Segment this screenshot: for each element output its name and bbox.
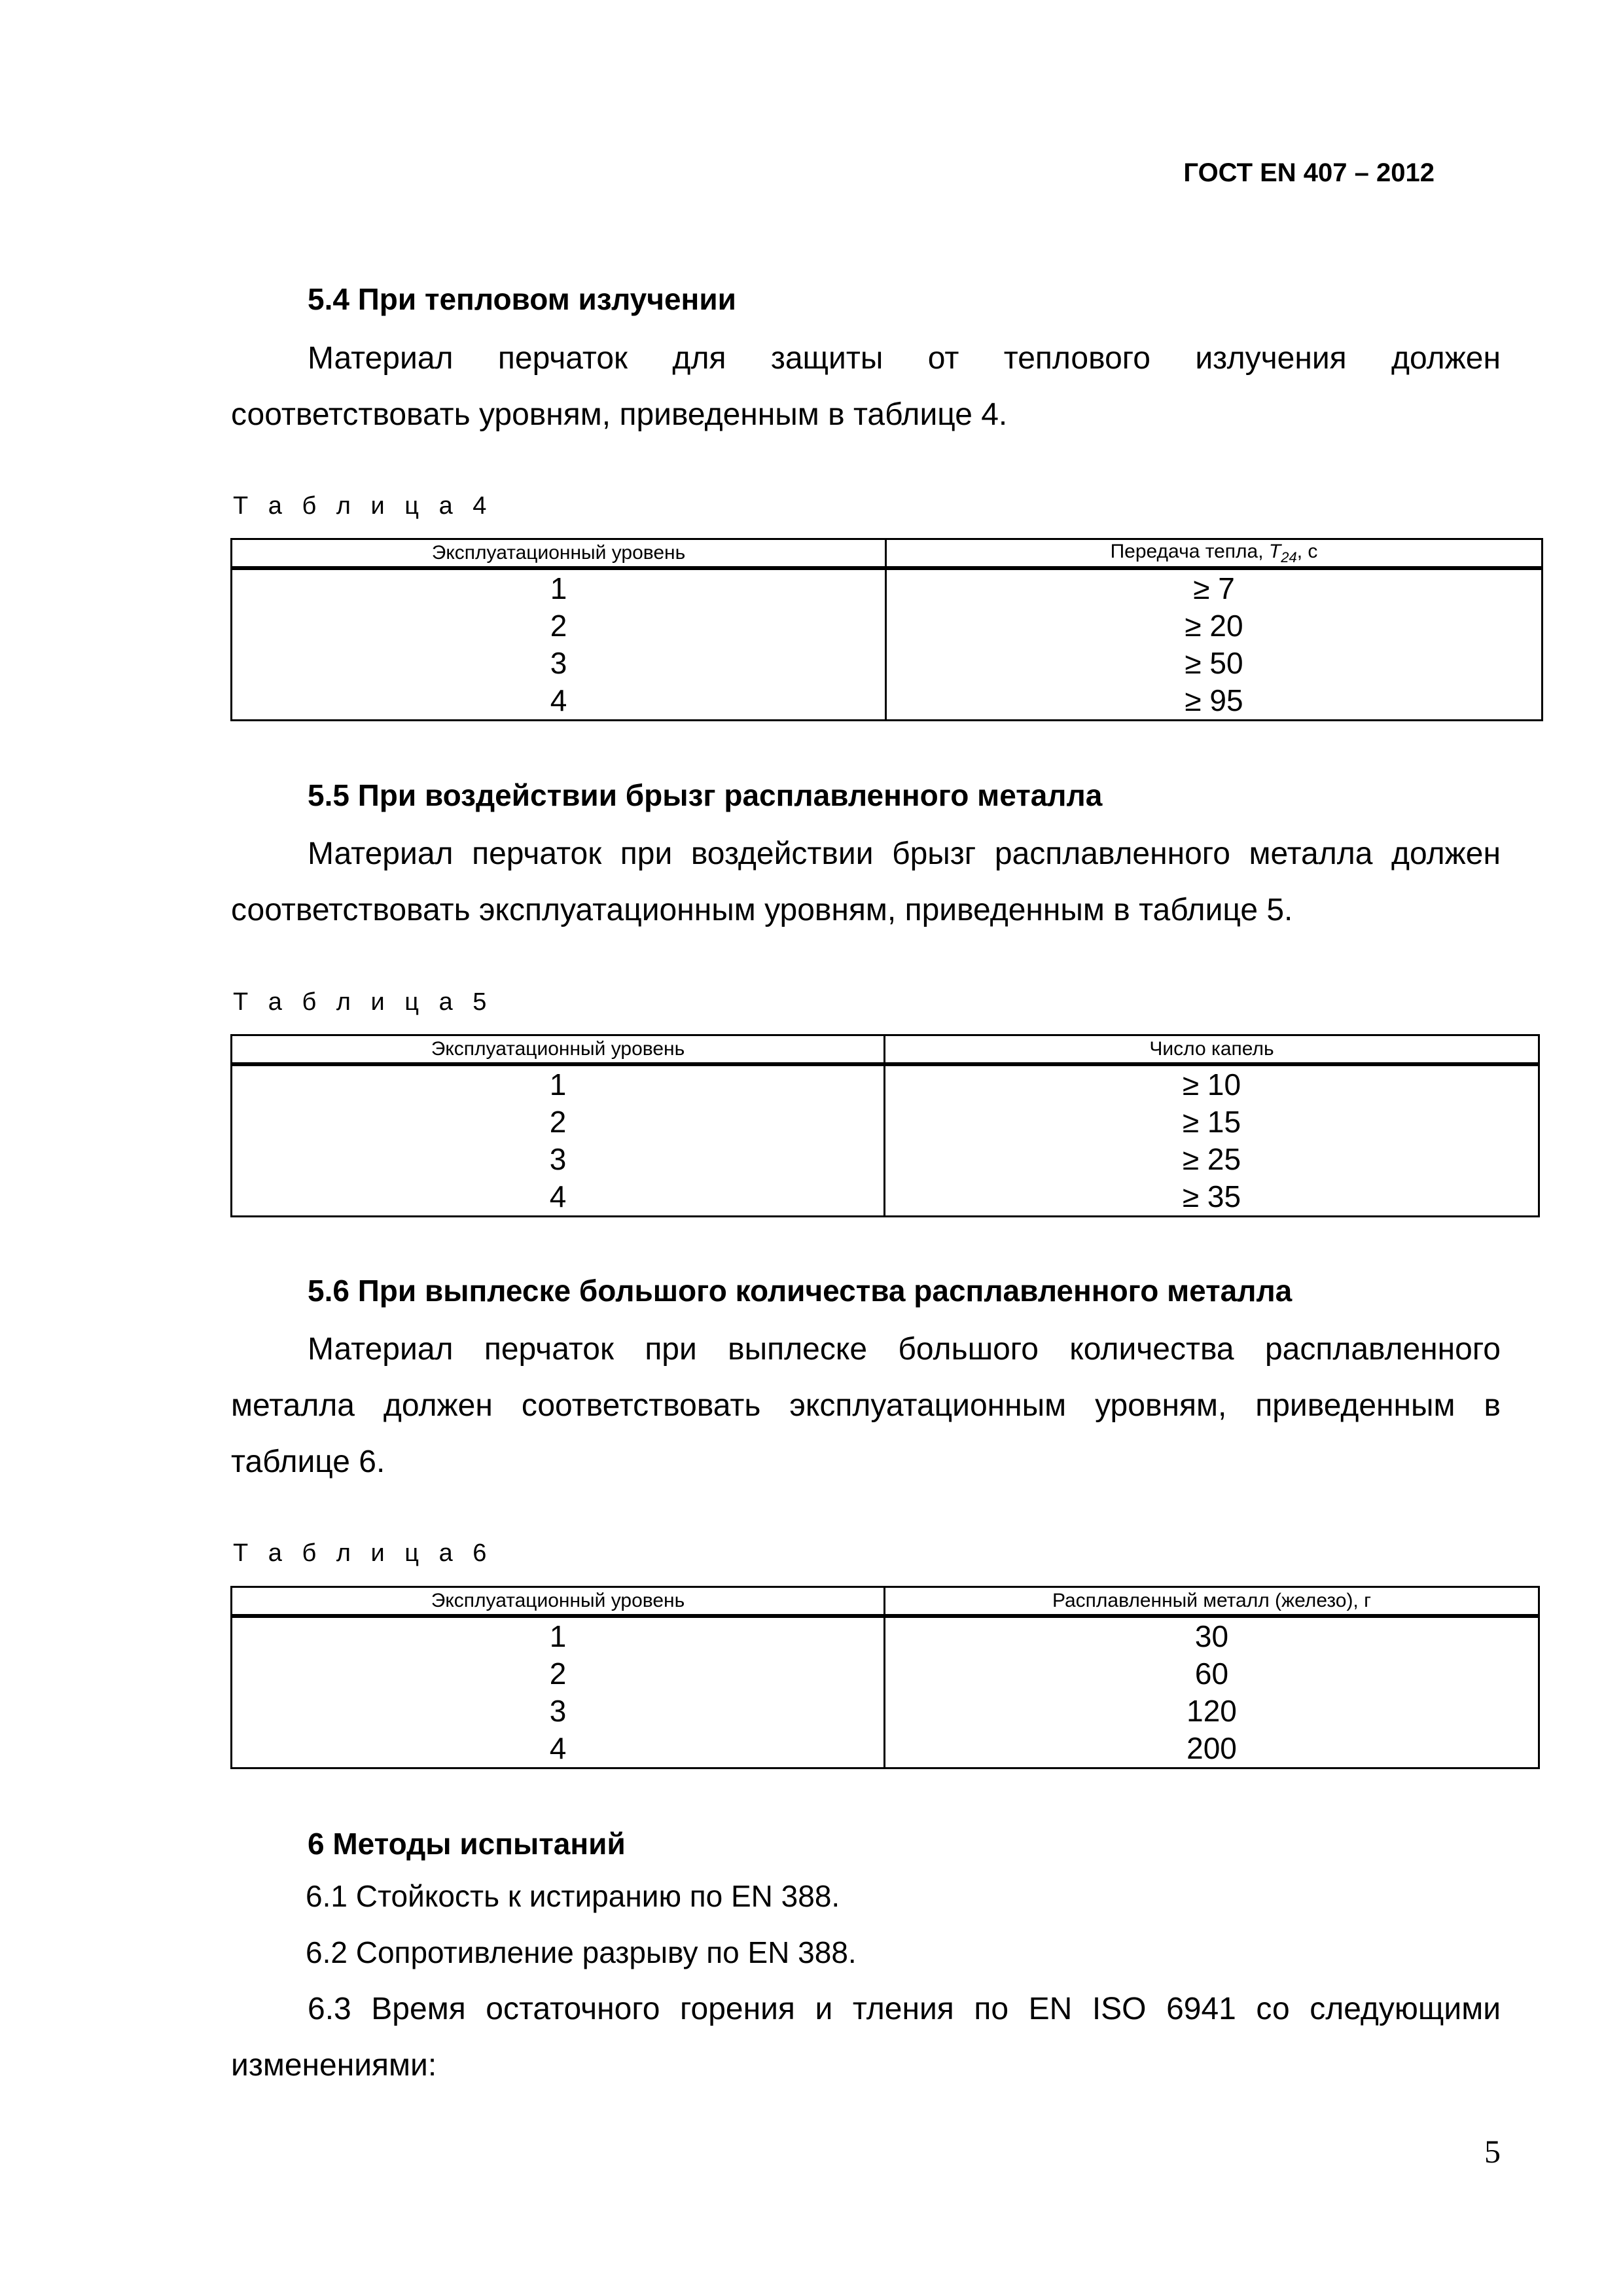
table-header-row [232,539,1543,569]
item-6-3-paragraph [231,1981,1501,2094]
table-row [232,1103,1539,1141]
level-cell: 4 [232,1178,885,1217]
table-5-caption: Т а б л и ц а 5 [233,988,493,1016]
table-4-caption: Т а б л и ц а 4 [233,492,493,520]
section-5-6-heading: 5.6 При выплеске большого количества расплавленного металла [308,1274,1293,1308]
level-cell: 3 [232,1693,885,1730]
col-header-text: Передача тепла, [1110,540,1269,562]
table-row [232,1655,1539,1693]
table-6 [230,1586,1540,1769]
level-cell: 1 [232,1064,885,1103]
table-row [232,645,1543,682]
section-5-6-paragraph [231,1321,1501,1490]
paragraph-line: Материал перчаток при воздействии брызг расплавленного металла должен [308,836,1501,871]
value-cell: ≥ 25 [885,1141,1539,1178]
level-cell: 2 [232,1103,885,1141]
value-cell: ≥ 15 [885,1103,1539,1141]
col-header-subscript: 24 [1281,548,1297,565]
table-row [232,607,1543,645]
table-6-caption: Т а б л и ц а 6 [233,1539,493,1567]
value-cell: ≥ 20 [886,607,1543,645]
value-cell: 60 [885,1655,1539,1693]
table-row [232,568,1543,607]
level-cell: 1 [232,568,886,607]
section-5-4-heading: 5.4 При тепловом излучении [308,282,736,316]
col-header-unit: , с [1296,540,1318,562]
table-row [232,1693,1539,1730]
level-cell: 3 [232,1141,885,1178]
table-4 [230,538,1543,721]
section-6-heading: 6 Методы испытаний [308,1827,626,1861]
level-cell: 4 [232,682,886,721]
section-5-4-paragraph [231,331,1501,443]
value-cell: ≥ 7 [886,568,1543,607]
table-row [232,1616,1539,1655]
item-6-1: 6.1 Стойкость к истиранию по EN 388. [306,1879,840,1913]
value-cell: ≥ 95 [886,682,1543,721]
level-cell: 1 [232,1616,885,1655]
value-cell: 120 [885,1693,1539,1730]
section-5-5-paragraph [231,826,1501,939]
level-cell: 2 [232,1655,885,1693]
table-5 [230,1034,1540,1217]
page-number: 5 [1484,2133,1501,2170]
paragraph-line: 6.3 Время остаточного горения и тления по EN ISO 6941 со следующими [308,1992,1501,2026]
value-cell: ≥ 50 [886,645,1543,682]
value-cell: ≥ 35 [885,1178,1539,1217]
section-5-5-heading: 5.5 При воздействии брызг расплавленного металла [308,778,1103,812]
paragraph-line: изменениями: [231,2048,437,2083]
level-cell: 4 [232,1730,885,1768]
table-row [232,1730,1539,1768]
paragraph-line: Материал перчаток для защиты от теплового излучения должен [308,341,1501,376]
col-header-level: Эксплуатационный уровень [232,1587,885,1617]
table-row [232,1064,1539,1103]
level-cell: 2 [232,607,886,645]
col-header-molten-metal: Расплавленный металл (железо), г [885,1587,1539,1617]
paragraph-line: Материал перчаток при выплеске большого количества расплавленного [308,1332,1501,1367]
paragraph-line: таблице 6. [231,1444,385,1479]
table-row [232,1178,1539,1217]
table-header-row [232,1035,1539,1065]
value-cell: 30 [885,1616,1539,1655]
paragraph-line: металла должен соответствовать эксплуатационным уровням, приведенным в [231,1388,1501,1423]
level-cell: 3 [232,645,886,682]
col-header-variable: T [1268,540,1281,562]
col-header-drops: Число капель [885,1035,1539,1065]
value-cell: 200 [885,1730,1539,1768]
document-code-header: ГОСТ EN 407 – 2012 [1183,158,1435,187]
paragraph-line: соответствовать уровням, приведенным в таблице 4. [231,397,1008,432]
col-header-level: Эксплуатационный уровень [232,1035,885,1065]
paragraph-line: соответствовать эксплуатационным уровням, приведенным в таблице 5. [231,893,1293,927]
table-row [232,682,1543,721]
table-header-row [232,1587,1539,1617]
item-6-2: 6.2 Сопротивление разрыву по EN 388. [306,1935,857,1969]
col-header-level: Эксплуатационный уровень [232,539,886,569]
table-row [232,1141,1539,1178]
value-cell: ≥ 10 [885,1064,1539,1103]
col-header-heat-transfer [886,539,1543,569]
